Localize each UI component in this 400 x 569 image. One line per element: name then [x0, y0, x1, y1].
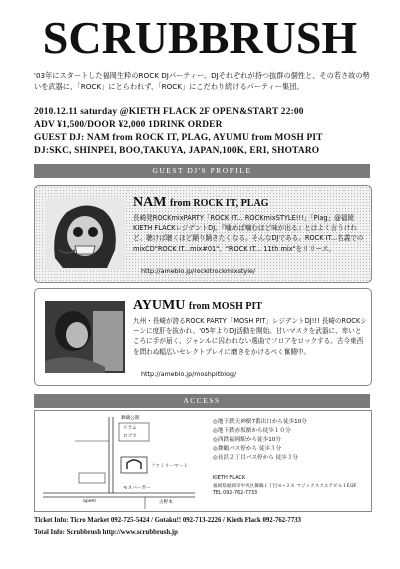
dj-name-ayumu: AYUMU from MOSH PIT	[133, 298, 263, 313]
dj-photo-nam	[45, 198, 125, 270]
map-label-familymart: ファミリーマート	[151, 464, 188, 469]
event-guest-line: GUEST DJ: NAM from ROCK IT, PLAG, AYUMU from MOSH PIT	[34, 133, 323, 143]
event-djs-line: DJ:SKC, SHINPEI, BOO,TAKUYA, JAPAN,100K, ERI, SHOTARO	[34, 146, 320, 156]
direction-1: ◎地下鉄天神駅7番出口から徒歩10分	[213, 419, 307, 425]
venue-address: 福岡県福岡市中央区舞鶴１丁目８−２８ マジックスクエアビル１F/2F	[213, 484, 357, 489]
dj-card-nam	[34, 185, 372, 283]
direction-4: ◎舞鶴バス停から 徒歩３分	[213, 446, 282, 452]
event-date-line: 2010.12.11 saturday @KIETH FLACK 2F OPEN&START 22:00	[34, 107, 304, 117]
dj-url-ayumu[interactable]: http://ameblo.jp/moshpitblog/	[141, 370, 237, 378]
dj-url-nam[interactable]: http://ameblo.jp/rockitrockmixstyle/	[141, 267, 256, 275]
page-title: SCRUBBRUSH	[42, 12, 358, 63]
map-label-apem: apem	[83, 499, 97, 504]
map-label-logos: ロゴス	[123, 434, 137, 439]
access-map	[35, 411, 205, 511]
venue-name: KIETH FLACK	[213, 475, 246, 481]
event-price-line: ADV ¥1,500/DOOR ¥2,000 1DRINK ORDER	[34, 120, 223, 130]
dj-bio-nam: 長崎発ROCKmixPARTY「ROCK IT... ROCKmixSTYLE!!!」「Plag」@福岡KIETH FLACKレジデントDJ。『噛めば噛むほど味が出る』とはよく言うけれど、聴けば聴くほど踊り踊きたくなる。そんなDJである。ROCK IT...名義でのmixCD"ROCK IT...mix#01"、"ROCK IT... 11th mix"をリリース。	[133, 214, 364, 253]
direction-3: ◎西鉄福岡駅から徒歩10分	[213, 437, 281, 443]
dj-card-ayumu	[34, 288, 372, 386]
venue-tel: TEL 092-762-7733	[213, 491, 258, 496]
map-label-furuno: 古野本	[159, 500, 173, 505]
dj-bio-ayumu: 九州・長崎が誇るROCK PARTY「MOSH PIT」レジデントDJ!!! 長崎のROCKシーンに度肝を抜かれ、'05年よりDJ活動を開始。甘いマスクを武器に、卑いところに手が届く、ジャンルに囚われない選曲でフロアをロックする。古今東西を問わぬ幅広いセレクトプレイに磨きをかけるべく奮闘中。	[133, 317, 367, 356]
map-label-mos: モスバーガー	[123, 486, 151, 491]
direction-5: ◎長浜２丁目バス停から 徒歩３分	[213, 455, 298, 461]
map-label-park: 舞鶴公園	[121, 416, 140, 421]
total-info: Total Info: Scrubbrush http://www.scrubbrush.jp	[34, 529, 178, 536]
dj-name-nam: NAM from ROCK IT, PLAG	[133, 195, 269, 210]
intro-text: '03年にスタートした福岡生粋のROCK DJパーティー。DJそれぞれが持つ抜群の個性と、その若さ故の勢いを武器に、「ROCK」にとらわれず、「ROCK」にこだわり続けるパーティー集団。	[34, 71, 370, 91]
ticket-info: Ticket Info: Ticro Market 092-725-5424 / Gotaku!! 092-713-2226 / Kieth Flack 092-762-7733	[34, 517, 302, 524]
access-header: ACCESS	[34, 394, 370, 408]
map-label-drum: ドラム	[123, 426, 137, 431]
dj-photo-ayumu	[45, 301, 125, 373]
guest-profile-header: GUEST DJ'S PROFILE	[34, 164, 370, 178]
access-map-box	[34, 410, 372, 512]
direction-2: ◎地下鉄赤坂駅から徒歩１０分	[213, 428, 291, 434]
